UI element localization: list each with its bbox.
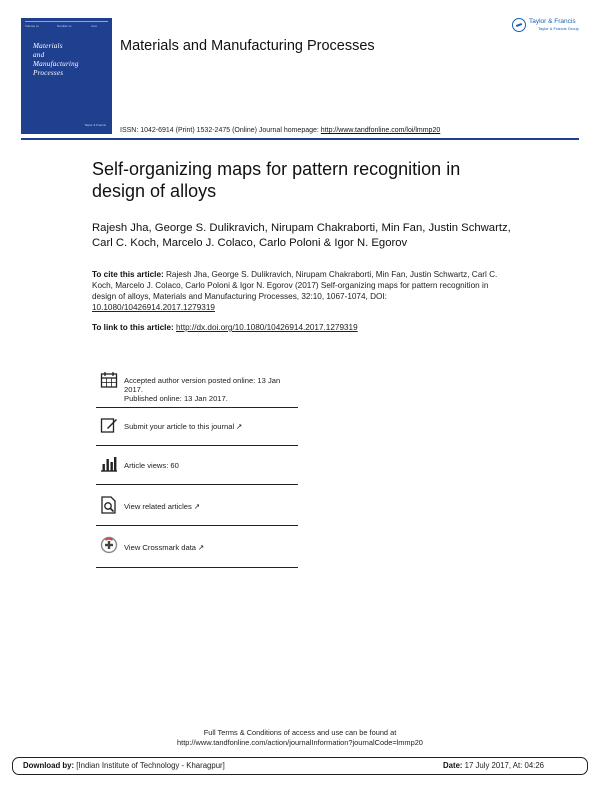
download-label: Download by: [23, 761, 75, 770]
document-search-icon [100, 496, 118, 514]
publisher-logo-icon [512, 18, 526, 32]
publisher-logo-text: Taylor & Francis [529, 18, 576, 25]
citation-block [92, 269, 510, 313]
calendar-icon [100, 371, 118, 389]
publisher-logo[interactable] [512, 17, 582, 35]
cover-brand: Taylor & Francis [84, 123, 106, 127]
download-info-bar [12, 757, 588, 775]
journal-homepage-link[interactable]: http://www.tandfonline.com/loi/lmmp20 [320, 127, 441, 134]
issn-text: ISSN: 1042-6914 (Print) 1532-2475 (Online) Journal homepage: [120, 127, 319, 134]
article-link-label: To link to this article: [92, 323, 174, 332]
crossmark-icon [100, 536, 118, 554]
citation-text: Rajesh Jha, George S. Dulikravich, Nirupam Chakraborti, Min Fan, Justin Schwartz, Carl C. Koch, Marcelo J. Colaco, Carlo Poloni & Igor N. Egorov (2017) Self-organizing maps for pattern recognition in design of alloys, Materials and Manufacturing Processes, 32:10, 1067-1074, DOI: [92, 270, 498, 301]
article-authors: Rajesh Jha, George S. Dulikravich, Nirupam Chakraborti, Min Fan, Justin Schwartz, Carl C. Koch, Marcelo J. Colaco, Carlo Poloni & Igor N. Egorov [92, 222, 511, 249]
article-views-row [96, 446, 298, 485]
accepted-date: Accepted author version posted online: 13 Jan 2017. [124, 376, 281, 394]
article-link[interactable]: http://dx.doi.org/10.1080/10426914.2017.1279319 [176, 323, 358, 332]
crossmark-label: View Crossmark data [124, 543, 197, 552]
date-value: 17 July 2017, At: 04:26 [464, 761, 544, 770]
date-label: Date: [443, 761, 463, 770]
doi-link[interactable]: 10.1080/10426914.2017.1279319 [92, 303, 215, 312]
external-link-icon: ↗ [193, 502, 201, 511]
bar-chart-icon [100, 455, 118, 473]
article-title: Self-organizing maps for pattern recognition in design of alloys [92, 159, 461, 201]
related-articles-link[interactable] [96, 485, 298, 526]
citation-label: To cite this article: [92, 270, 164, 279]
cover-topline [25, 21, 108, 28]
submit-article-link[interactable] [96, 408, 298, 446]
cover-mark: xxxx [91, 24, 97, 28]
journal-name[interactable]: Materials and Manufacturing Processes [120, 38, 375, 54]
submit-article-label: Submit your article to this journal [124, 422, 235, 431]
publisher-logo-subtext: Taylor & Francis Group [538, 26, 579, 31]
terms-link[interactable]: http://www.tandfonline.com/action/journalInformation?journalCode=lmmp20 [177, 738, 423, 747]
related-articles-label: View related articles [124, 502, 192, 511]
external-link-icon: ↗ [236, 422, 243, 431]
crossmark-link[interactable] [96, 526, 298, 568]
terms-footer [0, 728, 600, 748]
header-divider [21, 138, 579, 140]
article-views: Article views: 60 [124, 461, 179, 470]
article-link-line [92, 323, 358, 332]
journal-cover [21, 18, 112, 134]
cover-mark: Number xx [57, 24, 72, 28]
published-date: Published online: 13 Jan 2017. [124, 394, 228, 403]
edit-icon [100, 416, 118, 434]
download-value: [Indian Institute of Technology - Kharagpur] [76, 761, 225, 770]
cover-title: Materials and Manufacturing Processes [33, 42, 79, 77]
external-link-icon: ↗ [198, 543, 205, 552]
terms-text: Full Terms & Conditions of access and use can be found at [203, 728, 397, 737]
publication-dates-row [96, 365, 298, 408]
article-links-panel [96, 365, 298, 568]
issn-line [120, 127, 440, 134]
cover-mark: Volume xx [25, 24, 39, 28]
